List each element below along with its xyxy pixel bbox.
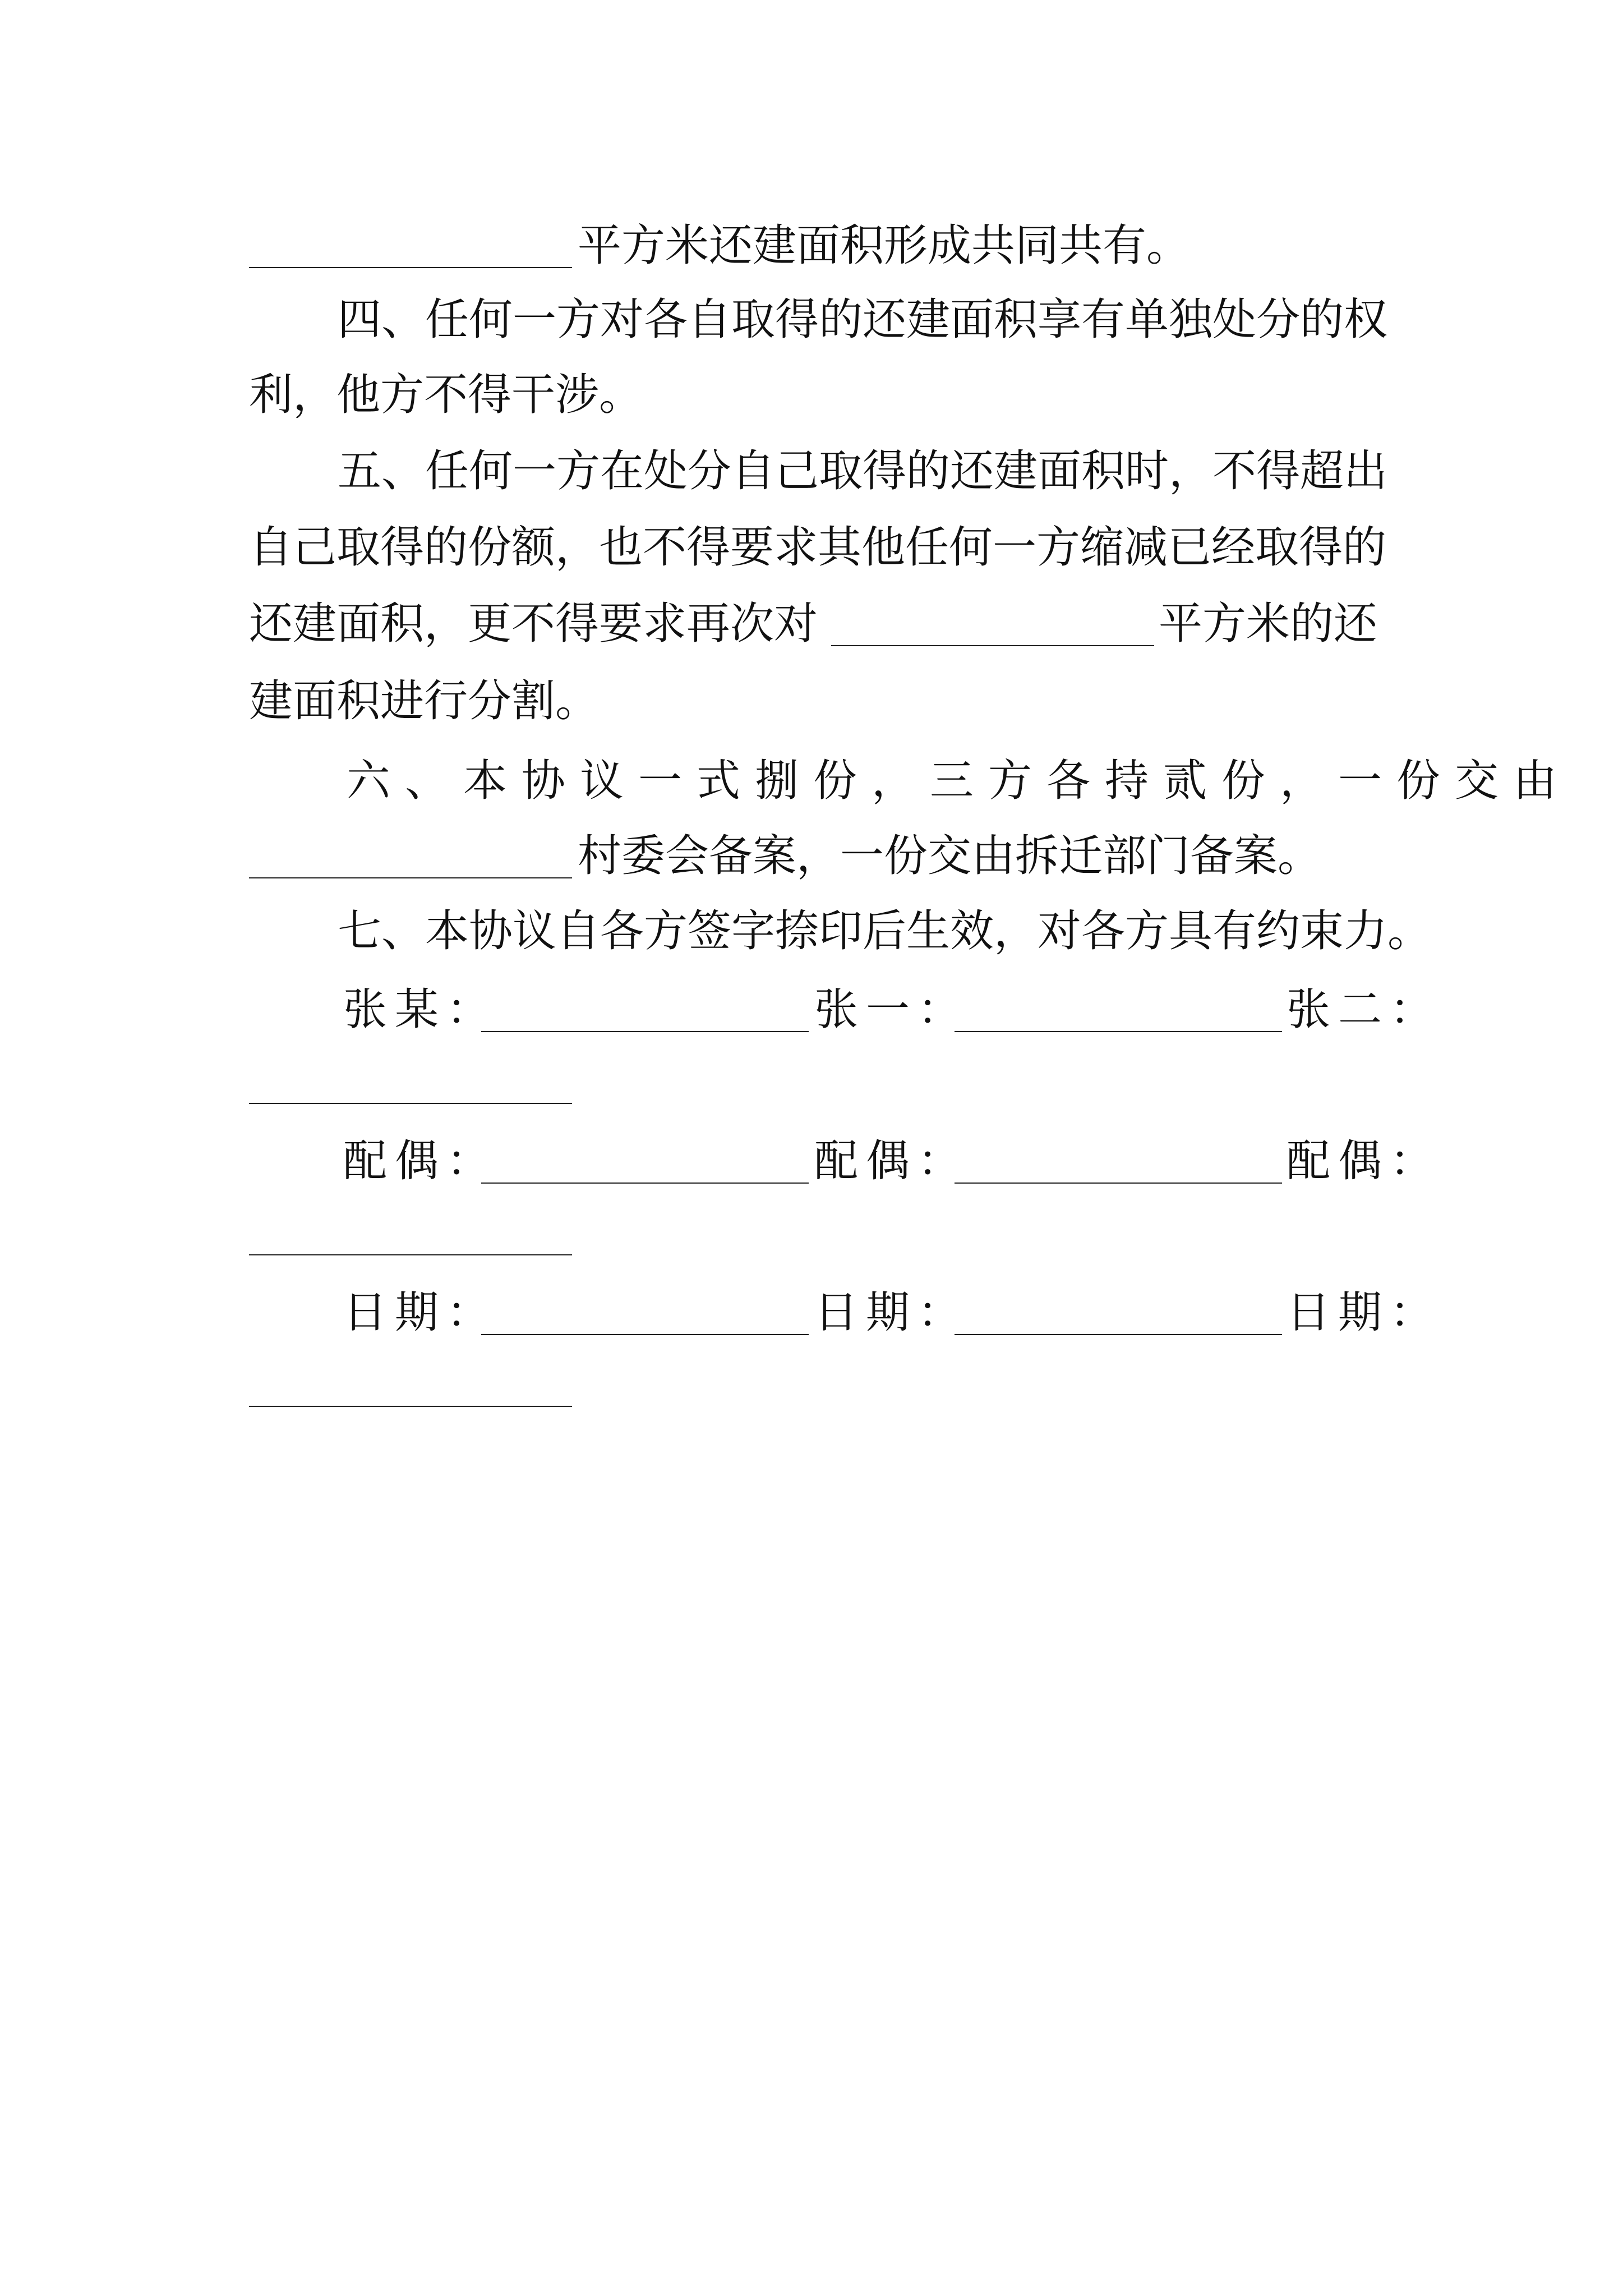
spouse-label-1: 配偶： xyxy=(343,1136,499,1186)
date-blank-2 xyxy=(955,1334,1282,1335)
clause6-text-1: 六、本协议一式捌份，三方各持贰份，一份交由 xyxy=(347,756,1572,806)
spouse-blank-2 xyxy=(955,1182,1282,1184)
village-blank xyxy=(249,877,572,878)
spouse-label-3: 配偶： xyxy=(1287,1136,1442,1186)
clause5-text-3a: 还建面积，更不得要求再次对 xyxy=(249,599,818,649)
spouse-label-2: 配偶： xyxy=(814,1136,970,1186)
clause3-tail-text: 平方米还建面积形成共同共有。 xyxy=(578,220,1191,271)
date-label-3: 日期： xyxy=(1287,1287,1442,1338)
date-blank-1 xyxy=(481,1334,809,1335)
clause7-text-1: 七、本协议自各方签字捺印后生效，对各方具有约束力。 xyxy=(338,906,1432,956)
area-blank-1 xyxy=(249,267,572,268)
clause4-text-1: 四、任何一方对各自取得的还建面积享有单独处分的权 xyxy=(338,295,1388,345)
sign-label-zhanger: 张二： xyxy=(1287,984,1442,1035)
spouse-blank-3 xyxy=(249,1254,572,1255)
sign-label-zhangmou: 张某： xyxy=(343,984,499,1035)
sign-blank-zhangmou xyxy=(481,1031,809,1032)
date-label-2: 日期： xyxy=(814,1287,970,1338)
sign-label-zhangyi: 张一： xyxy=(814,984,970,1035)
spouse-blank-1 xyxy=(481,1182,809,1184)
clause5-text-4: 建面积进行分割。 xyxy=(249,676,600,726)
clause6-text-2: 村委会备案，一份交由拆迁部门备案。 xyxy=(578,831,1322,881)
area-blank-2 xyxy=(831,645,1154,646)
date-label-1: 日期： xyxy=(343,1287,499,1338)
clause5-text-1: 五、任何一方在处分自己取得的还建面积时，不得超出 xyxy=(338,446,1388,496)
date-blank-3 xyxy=(249,1406,572,1407)
clause4-text-2: 利，他方不得干涉。 xyxy=(249,370,643,420)
sign-blank-zhanger xyxy=(249,1103,572,1104)
sign-blank-zhangyi xyxy=(955,1031,1282,1032)
clause5-text-3b: 平方米的还 xyxy=(1159,599,1378,649)
clause5-text-2: 自己取得的份额，也不得要求其他任何一方缩减已经取得的 xyxy=(249,522,1387,573)
